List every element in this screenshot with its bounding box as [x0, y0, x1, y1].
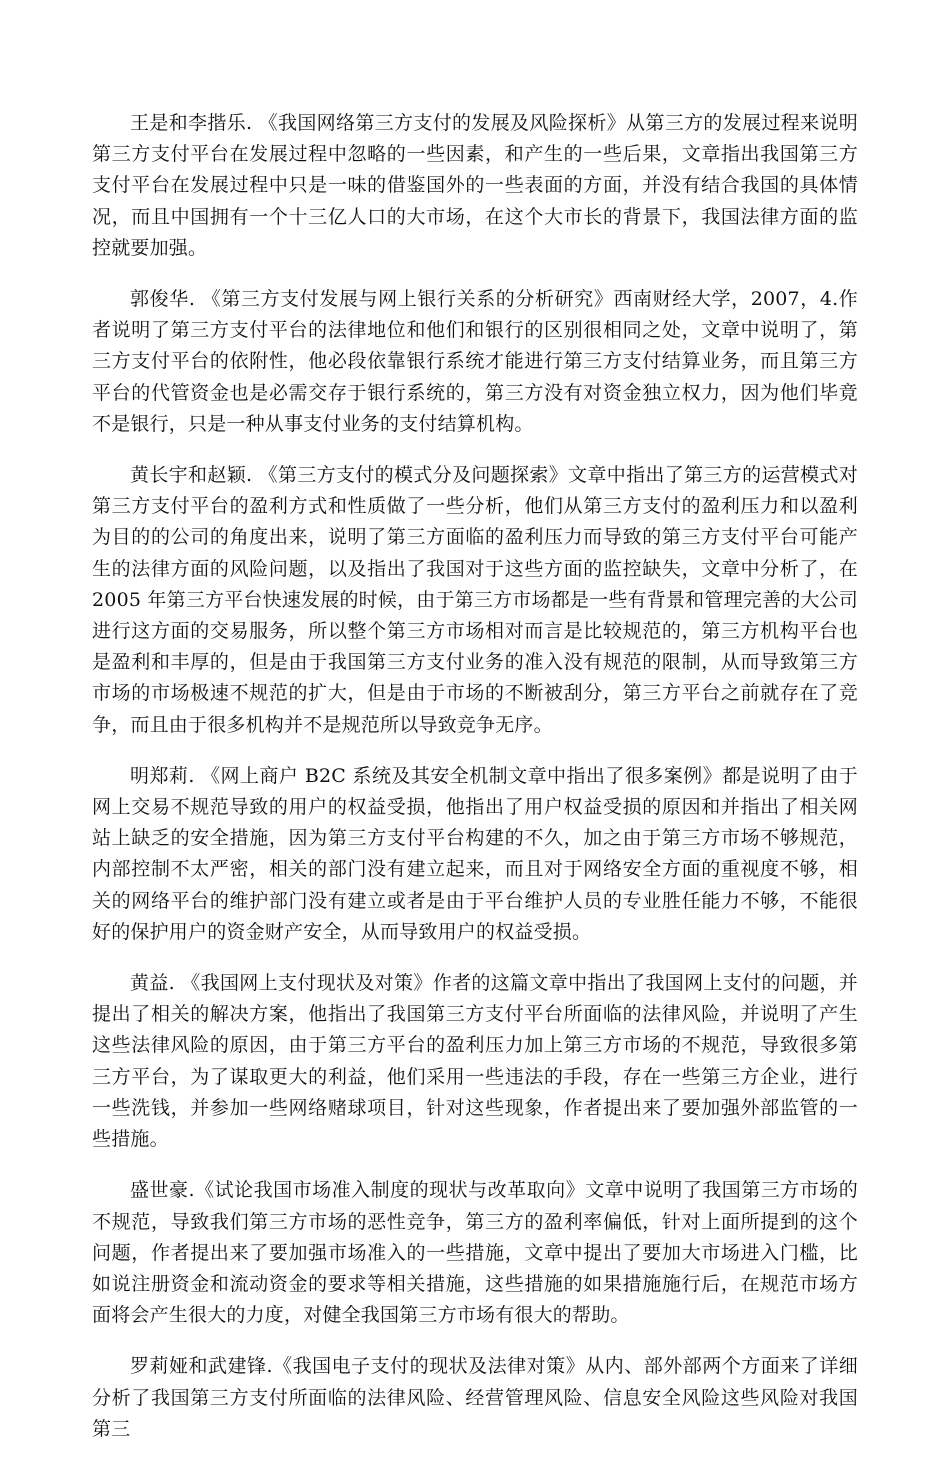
document-body	[92, 108, 858, 1465]
paragraph-ming-zhengli: 明郑莉. 《网上商户 B2C 系统及其安全机制文章中指出了很多案例》都是说明了由于网上交易不规范导致的用户的权益受损，他指出了用户权益受损的原因和并指出了相关网站上缺乏的安全措施，因为第三方支付平台构建的不久，加之由于第三方市场不够规范，内部控制不太严密，相关的部门没有建立起来，而且对于网络安全方面的重视度不够，相关的网络平台的维护部门没有建立或者是由于平台维护人员的专业胜任能力不够，不能很好的保护用户的资金财产安全，从而导致用户的权益受损。	[92, 764, 858, 943]
paragraph-huang-zhao: 黄长宇和赵颖. 《第三方支付的模式分及问题探索》文章中指出了第三方的运营模式对第三方支付平台的盈利方式和性质做了一些分析，他们从第三方支付的盈利压力和以盈利为目的的公司的角度出来，说明了第三方面临的盈利压力而导致的第三方支付平台可能产生的法律方面的风险问题，以及指出了我国对于这些方面的监控缺失，文章中分析了，在 2005 年第三方平台快速发展的时候，由于第三方市场都是一些有背景和管理完善的大公司进行这方面的交易服务，所以整个第三方市场相对而言是比较规范的，第三方机构平台也是盈利和丰厚的，但是由于我国第三方支付业务的准入没有规范的限制，从而导致第三方市场的市场极速不规范的扩大，但是由于市场的不断被刮分，第三方平台之前就存在了竞争，而且由于很多机构并不是规范所以导致竞争无序。	[92, 464, 858, 736]
paragraph-huang-yi: 黄益. 《我国网上支付现状及对策》作者的这篇文章中指出了我国网上支付的问题，并提出了相关的解决方案，他指出了我国第三方支付平台所面临的法律风险，并说明了产生这些法律风险的原因，由于第三方平台的盈利压力加上第三方市场的不规范，导致很多第三方平台，为了谋取更大的利益，他们采用一些违法的手段，存在一些第三方企业，进行一些洗钱，并参加一些网络赌球项目，针对这些现象，作者提出来了要加强外部监管的一些措施。	[92, 972, 858, 1151]
paragraph-guo-junhua: 郭俊华. 《第三方支付发展与网上银行关系的分析研究》西南财经大学，2007，4.作者说明了第三方支付平台的法律地位和他们和银行的区别很相同之处，文章中说明了，第三方支付平台的依附性，他必段依靠银行系统才能进行第三方支付结算业务，而且第三方平台的代管资金也是必需交存于银行系统的，第三方没有对资金独立权力，因为他们毕竟不是银行，只是一种从事支付业务的支付结算机构。	[92, 288, 858, 435]
paragraph-sheng-shihao: 盛世豪.《试论我国市场准入制度的现状与改革取向》文章中说明了我国第三方市场的不规范，导致我们第三方市场的恶性竞争，第三方的盈利率偏低，针对上面所提到的这个问题，作者提出来了要加强市场准入的一些措施，文章中提出了要加大市场进入门槛，比如说注册资金和流动资金的要求等相关措施，这些措施的如果措施施行后，在规范市场方面将会产生很大的力度，对健全我国第三方市场有很大的帮助。	[92, 1179, 858, 1327]
paragraph-luo-wu: 罗莉娅和武建锋.《我国电子支付的现状及法律对策》从内、部外部两个方面来了详细分析了我国第三方支付所面临的法律风险、经营管理风险、信息安全风险这些风险对我国第三	[92, 1355, 858, 1440]
paragraph-wang-li: 王是和李揩乐. 《我国网络第三方支付的发展及风险探析》从第三方的发展过程来说明第三方支付平台在发展过程中忽略的一些因素，和产生的一些后果，文章指出我国第三方支付平台在发展过程中只是一味的借鉴国外的一些表面的方面，并没有结合我国的具体情况，而且中国拥有一个十三亿人口的大市场，在这个大市长的背景下，我国法律方面的监控就要加强。	[92, 112, 858, 259]
